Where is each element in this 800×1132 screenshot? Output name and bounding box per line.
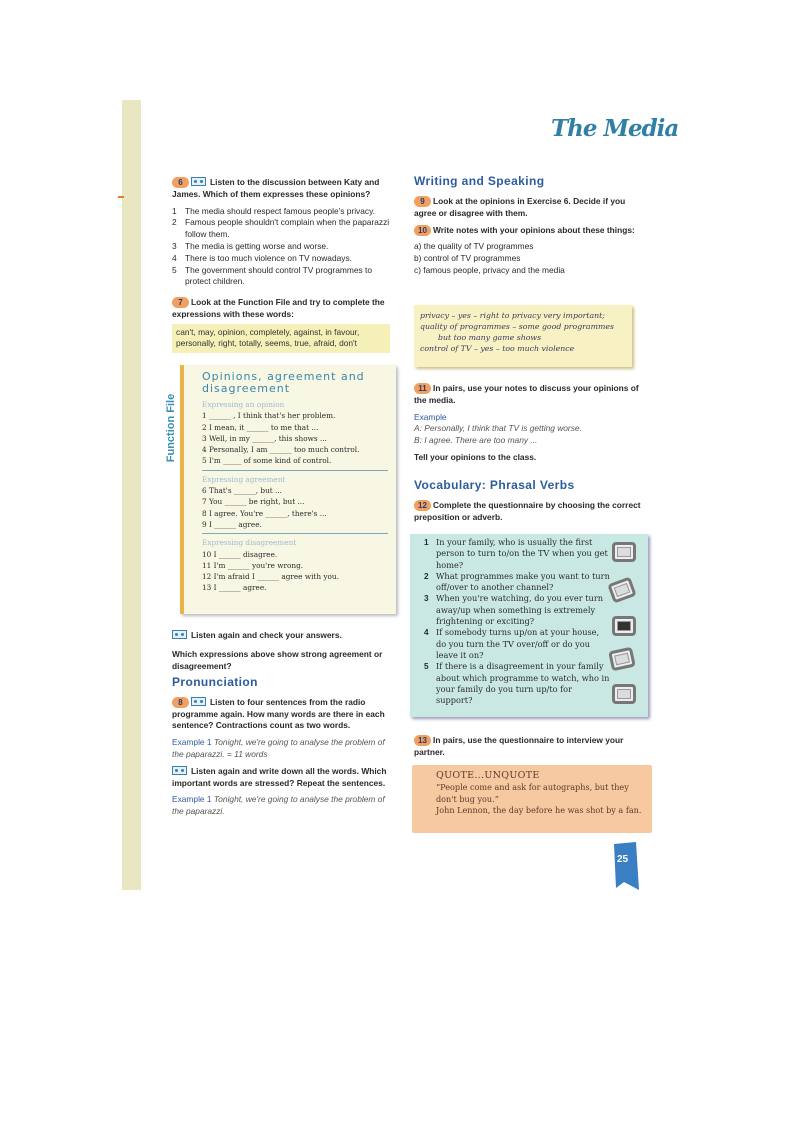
quote-text: “People come and ask for autographs, but they don't bug you.” [436, 782, 629, 804]
question-item: 3 When you're watching, do you ever turn away/up when something is extremely frightening or exciting? [424, 593, 604, 627]
questionnaire-box [410, 534, 648, 717]
question-item: 2 What programmes make you want to turn off/over to another channel? [424, 570, 610, 593]
margin-tick [118, 196, 124, 198]
exercise-number-badge: 6 [172, 177, 189, 188]
word-bank: can't, may, opinion, completely, against, in favour, personally, right, totally, seems, true, afraid, don't [172, 324, 390, 354]
list-item: a) the quality of TV programmes [414, 241, 534, 252]
exercise-number-badge: 10 [414, 225, 431, 236]
exercise-instruction: Listen to four sentences from the radio programme again. How many words are there in each sentence? Contractions count as two words. [172, 696, 385, 731]
example-line-b: B: I agree. There are too many ... [414, 435, 538, 446]
audio-cd-icon [172, 630, 187, 639]
page-title: The Media [551, 115, 679, 142]
function-line: 1 ______ , I think that's her problem. [202, 411, 336, 421]
audio-cd-icon [172, 766, 187, 775]
exercise-number-badge: 12 [414, 500, 431, 511]
exercise-number-badge: 7 [172, 297, 189, 308]
left-margin-strip [122, 100, 141, 890]
example [172, 737, 392, 761]
exercise-number-badge: 8 [172, 697, 189, 708]
question-item: 1 In your family, who is usually the first person to turn to/on the TV when you get home? [424, 537, 608, 570]
audio-cd-icon [191, 697, 206, 706]
exercise-instruction: In pairs, use the questionnaire to interview your partner. [414, 735, 624, 757]
exercise-instruction: Look at the Function File and try to complete the expressions with these words: [172, 297, 385, 319]
page-number: 25 [617, 854, 629, 865]
divider [202, 470, 388, 471]
list-item: 3 The media is getting worse and worse. [172, 240, 329, 251]
example-text: Tonight, we're going to analyse the problem of the paparazzi. = 11 words [172, 737, 385, 759]
exercise-11 [414, 383, 642, 464]
exercise-7 [172, 297, 390, 353]
note-line: privacy – yes – right to privacy very important; [420, 311, 605, 320]
quote-box [412, 765, 652, 833]
exercise-13 [414, 735, 642, 759]
ex10-list [414, 241, 642, 276]
writing-speaking-section [414, 176, 642, 277]
divider [202, 533, 388, 534]
exercise-number-badge: 11 [414, 383, 431, 394]
list-item: 2 Famous people shouldn't complain when the paparazzi follow them. [172, 217, 390, 240]
exercise-number-badge: 9 [414, 196, 431, 207]
opinion-list [172, 206, 390, 289]
question-item: 4 If somebody turns up/on at your house, do you turn the TV over/off or do you leave it on? [424, 627, 600, 660]
tv-icon [612, 684, 636, 704]
function-file-title: Opinions, agreement and disagreement [202, 370, 365, 395]
question-item: 5 If there is a disagreement in your family about which programme to watch, who in your family do you turn up/to for support? [424, 661, 610, 706]
tv-icon [612, 616, 636, 636]
handwritten-notes [414, 305, 632, 367]
listen-again-text: Listen again and check your answers. [191, 630, 342, 640]
exercise-6 [172, 177, 390, 288]
note-line: but too many game shows [438, 333, 542, 342]
quote-title: QUOTE...UNQUOTE [436, 770, 540, 781]
example-label: Example [414, 411, 447, 422]
function-file-side-label: Function File [165, 393, 177, 463]
function-line: 10 I ______ disagree. [202, 549, 278, 559]
list-item: 1 The media should respect famous people's privacy. [172, 205, 375, 216]
function-line: 7 You ______ be right, but ... [202, 497, 305, 507]
function-line: 11 I'm ______ you're wrong. [202, 560, 304, 570]
list-item: 5 The government should control TV programmes to protect children. [172, 264, 372, 287]
listen-again-section [172, 630, 390, 672]
function-line: 2 I mean, it ______ to me that ... [202, 422, 319, 432]
example-label: Example 1 [172, 737, 212, 748]
function-line: 12 I'm afraid I ______ agree with you. [202, 572, 339, 582]
exercise-instruction: Listen to the discussion between Katy and James. Which of them expresses these opinions? [172, 177, 380, 199]
exercise-instruction: Listen again and write down all the words. Which important words are stressed? Repeat the sentences. [172, 765, 387, 788]
tell-opinions-text: Tell your opinions to the class. [414, 451, 537, 462]
example-line-a: A: Personally, I think that TV is getting worse. [414, 423, 582, 434]
function-line: 4 Personally, I am ______ too much control. [202, 445, 360, 455]
writing-speaking-heading: Writing and Speaking [414, 174, 545, 188]
list-item: 4 There is too much violence on TV nowadays. [172, 252, 352, 263]
tv-icon [612, 542, 636, 562]
quote-author: John Lennon, the day before he was shot by a fan. [436, 805, 642, 816]
example [172, 794, 392, 818]
section-heading: Expressing disagreement [202, 538, 297, 548]
page-number-badge [612, 842, 639, 890]
section-heading: Expressing agreement [202, 474, 286, 484]
exercise-instruction: Complete the questionnaire by choosing the correct preposition or adverb. [414, 499, 641, 522]
list-item: b) control of TV programmes [414, 252, 521, 263]
which-expressions-text: Which expressions above show strong agreement or disagreement? [172, 648, 383, 671]
section-heading: Expressing an opinion [202, 400, 285, 409]
exercise-instruction: In pairs, use your notes to discuss your opinions of the media. [414, 383, 639, 405]
function-file-box [180, 365, 396, 614]
exercise-instruction: Look at the opinions in Exercise 6. Decide if you agree or disagree with them. [414, 195, 626, 218]
tv-icon [608, 647, 636, 672]
function-line: 9 I ______ agree. [202, 519, 262, 529]
note-line: control of TV – yes – too much violence [420, 344, 575, 353]
vocabulary-heading: Vocabulary: Phrasal Verbs [414, 478, 575, 492]
function-line: 13 I ______ agree. [202, 583, 267, 593]
note-line: quality of programmes – some good programmes [420, 322, 614, 331]
function-line: 6 That's ______, but ... [202, 486, 282, 496]
audio-cd-icon [191, 177, 206, 186]
pronunciation-heading: Pronunciation [172, 675, 258, 689]
exercise-instruction: Write notes with your opinions about these things: [433, 225, 635, 236]
function-line: 3 Well, in my ______, this shows ... [202, 433, 327, 443]
example-text: Tonight, we're going to analyse the problem of the paparazzi. [172, 794, 385, 817]
function-line: 8 I agree. You're ______, there's ... [202, 508, 327, 518]
list-item: c) famous people, privacy and the media [414, 264, 565, 275]
pronunciation-section [172, 677, 392, 818]
example-label: Example 1 [172, 794, 212, 805]
page-number-shape-icon [612, 842, 639, 890]
vocabulary-section [414, 480, 642, 523]
function-line: 5 I'm _____ of some kind of control. [202, 456, 332, 466]
tv-icon [607, 576, 636, 603]
exercise-number-badge: 13 [414, 735, 431, 746]
